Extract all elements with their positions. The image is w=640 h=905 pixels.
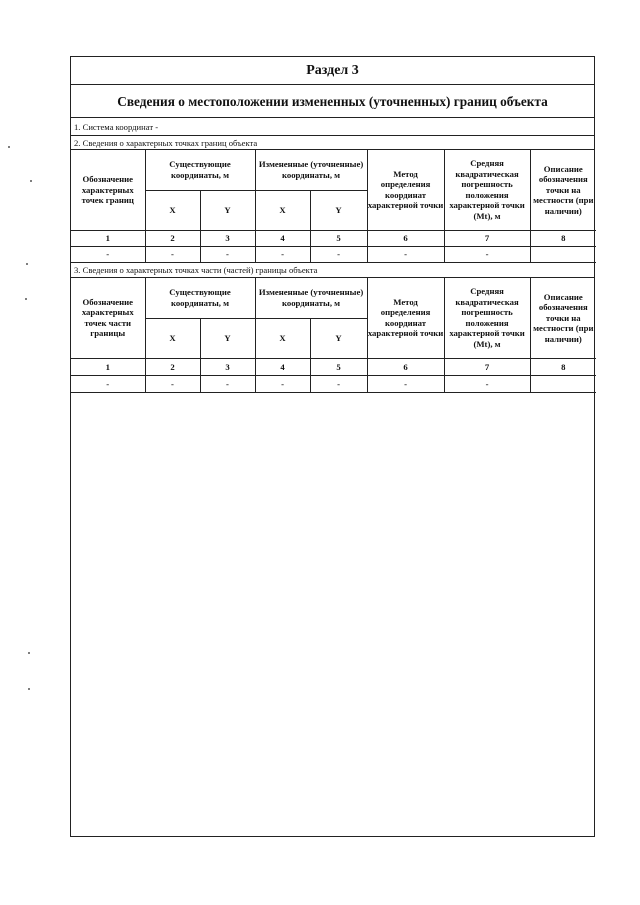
scan-speck [26, 263, 28, 265]
part3-cell-7: - [444, 376, 530, 393]
part2-col-method: Метод определения координат характерной точки [367, 150, 444, 230]
part2-existing-y: Y [200, 190, 255, 230]
part3-col-existing: Существующие координаты, м [145, 278, 255, 319]
part3-col-error: Средняя квадратическая погрешность положения характерной точки (Mt), м [444, 278, 530, 359]
part2-col-description: Описание обозначения точки на местности (при наличии) [530, 150, 596, 230]
part2-col-existing: Существующие координаты, м [145, 150, 255, 190]
part3-cell-1: - [71, 376, 145, 393]
part3-cell-2: - [145, 376, 200, 393]
part3-table [71, 278, 596, 394]
part2-num-4: 4 [255, 230, 310, 246]
part2-cell-3: - [200, 246, 255, 262]
part2-cell-4: - [255, 246, 310, 262]
part3-col-method: Метод определения координат характерной точки [367, 278, 444, 359]
scan-speck [28, 652, 30, 654]
part2-changed-y: Y [310, 190, 367, 230]
part2-cell-1: - [71, 246, 145, 262]
part3-cell-3: - [200, 376, 255, 393]
part3-cell-4: - [255, 376, 310, 393]
part2-col-error: Средняя квадратическая погрешность положения характерной точки (Mt), м [444, 150, 530, 230]
scan-speck [25, 298, 27, 300]
part3-number-row [71, 359, 596, 376]
part3-cell-6: - [367, 376, 444, 393]
scan-speck [30, 180, 32, 182]
part2-num-2: 2 [145, 230, 200, 246]
section-title: Раздел 3 [71, 57, 594, 85]
part3-num-5: 5 [310, 359, 367, 376]
section-subtitle: Сведения о местоположении измененных (уточненных) границ объекта [71, 85, 594, 118]
part2-col-changed: Измененные (уточненные) координаты, м [255, 150, 367, 190]
part2-cell-5: - [310, 246, 367, 262]
part3-cell-8 [530, 376, 596, 393]
part3-changed-y: Y [310, 319, 367, 359]
coordinate-system-line: 1. Система координат - [71, 118, 594, 136]
part3-col-designation: Обозначение характерных точек части границы [71, 278, 145, 359]
part3-num-7: 7 [444, 359, 530, 376]
part3-num-6: 6 [367, 359, 444, 376]
part2-heading: 2. Сведения о характерных точках границ объекта [71, 136, 594, 150]
part3-heading: 3. Сведения о характерных точках части (частей) границы объекта [71, 263, 594, 278]
part2-num-7: 7 [444, 230, 530, 246]
part2-existing-x: X [145, 190, 200, 230]
part2-cell-8 [530, 246, 596, 262]
part2-cell-2: - [145, 246, 200, 262]
part2-cell-7: - [444, 246, 530, 262]
part3-num-2: 2 [145, 359, 200, 376]
part2-changed-x: X [255, 190, 310, 230]
table-row [71, 246, 596, 262]
part2-num-1: 1 [71, 230, 145, 246]
part2-num-6: 6 [367, 230, 444, 246]
part2-col-designation: Обозначение характерных точек границ [71, 150, 145, 230]
part3-num-8: 8 [530, 359, 596, 376]
part2-num-5: 5 [310, 230, 367, 246]
part3-num-3: 3 [200, 359, 255, 376]
part3-changed-x: X [255, 319, 310, 359]
part3-col-description: Описание обозначения точки на местности (при наличии) [530, 278, 596, 359]
part3-num-1: 1 [71, 359, 145, 376]
table-row [71, 376, 596, 393]
part3-existing-x: X [145, 319, 200, 359]
part2-cell-6: - [367, 246, 444, 262]
part3-col-changed: Измененные (уточненные) координаты, м [255, 278, 367, 319]
scan-speck [8, 146, 10, 148]
part3-cell-5: - [310, 376, 367, 393]
part3-num-4: 4 [255, 359, 310, 376]
document-frame [70, 56, 595, 837]
part2-table [71, 150, 596, 263]
part2-num-8: 8 [530, 230, 596, 246]
part3-existing-y: Y [200, 319, 255, 359]
part2-number-row [71, 230, 596, 246]
scan-speck [28, 688, 30, 690]
part2-num-3: 3 [200, 230, 255, 246]
